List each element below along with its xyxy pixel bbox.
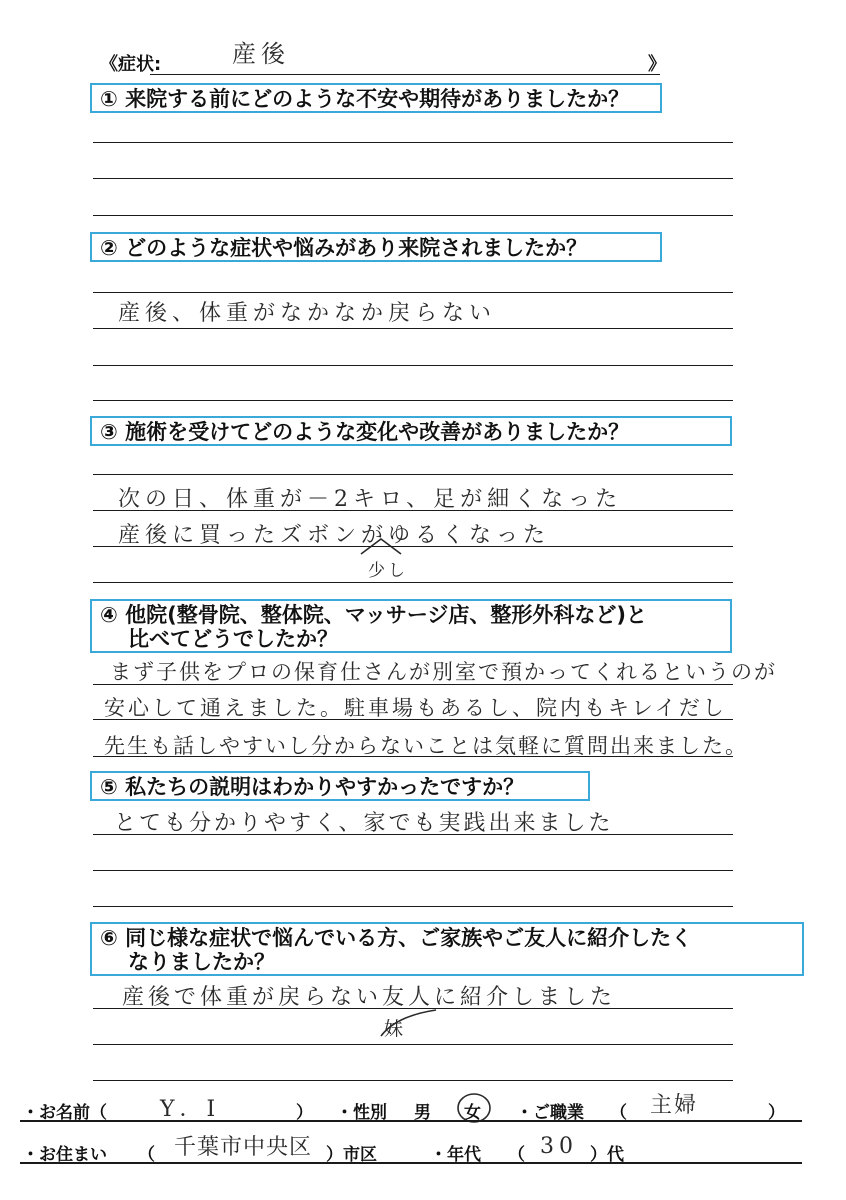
question-text: 同じ様な症状で悩んでいる方、ご家族やご友人に紹介したく bbox=[125, 926, 693, 950]
answer-line bbox=[93, 215, 733, 216]
question-text: 他院(整骨院、整体院、マッサージ店、整形外科など)と bbox=[125, 603, 648, 627]
question-text: 来院する前にどのような不安や期待がありましたか？ bbox=[125, 87, 630, 111]
answer-line bbox=[93, 870, 733, 871]
answer-line bbox=[93, 684, 733, 685]
question-box-1 bbox=[90, 83, 662, 113]
answer-q6-insert: 妹 bbox=[384, 1018, 409, 1040]
question-box-6 bbox=[90, 922, 804, 976]
answer-line bbox=[93, 719, 733, 720]
gender-label: ・性別 bbox=[336, 1103, 387, 1123]
answer-line bbox=[93, 546, 733, 547]
address-close: ）市区 bbox=[326, 1145, 377, 1165]
answer-q3-insert: 少し bbox=[368, 561, 408, 581]
address-open: （ bbox=[138, 1145, 155, 1165]
question-number: ⑥ bbox=[100, 926, 118, 950]
age-label: ・年代 bbox=[430, 1145, 481, 1165]
answer-q6-line1: 産後で体重が戻らない友人に紹介しました bbox=[122, 985, 617, 1010]
question-box-3 bbox=[90, 416, 732, 446]
question-number: ② bbox=[100, 236, 118, 260]
symptom-label: 《症状: bbox=[100, 54, 162, 75]
age-close: ）代 bbox=[590, 1145, 624, 1165]
answer-line bbox=[93, 1044, 733, 1045]
age-value: 30 bbox=[540, 1134, 578, 1159]
answer-q3-line1: 次の日、体重が－2キロ、足が細くなった bbox=[118, 487, 623, 512]
question-number: ⑤ bbox=[100, 775, 118, 799]
name-value: Y．I bbox=[160, 1097, 221, 1122]
age-open: （ bbox=[508, 1145, 525, 1165]
answer-q4-line2: 安心して通えました。駐車場もあるし、院内もキレイだし bbox=[104, 696, 727, 720]
symptom-value: 産後 bbox=[232, 40, 290, 68]
address-value: 千葉市中央区 bbox=[174, 1135, 313, 1160]
question-number: ③ bbox=[100, 420, 118, 444]
question-box-4 bbox=[90, 599, 732, 653]
answer-line bbox=[93, 1080, 733, 1081]
symptom-underline bbox=[150, 74, 660, 75]
job-close: ） bbox=[768, 1103, 785, 1123]
question-text: 施術を受けてどのような変化や改善がありましたか？ bbox=[125, 420, 630, 444]
question-number: ① bbox=[100, 87, 118, 111]
symptom-close-bracket: 》 bbox=[648, 54, 666, 75]
answer-q5-line1: とても分かりやすく、家でも実践出来ました bbox=[114, 811, 614, 836]
gender-female: 女 bbox=[464, 1103, 481, 1123]
answer-line bbox=[93, 400, 733, 401]
answer-line bbox=[93, 365, 733, 366]
answer-q3-line2: 産後に買ったズボンがゆるくなった bbox=[118, 523, 551, 548]
answer-line bbox=[93, 292, 733, 293]
answer-line bbox=[93, 142, 733, 143]
answer-q4-line1: まず子供をプロの保育仕さんが別室で預かってくれるというのが bbox=[110, 660, 777, 684]
name-close: ） bbox=[296, 1103, 313, 1123]
job-value: 主婦 bbox=[650, 1093, 699, 1118]
question-text-line2: なりましたか？ bbox=[128, 950, 275, 974]
answer-line bbox=[93, 474, 733, 475]
answer-line bbox=[93, 510, 733, 511]
answer-q2-line1: 産後、体重がなかなか戻らない bbox=[118, 301, 497, 326]
question-text: 私たちの説明はわかりやすかったですか？ bbox=[125, 775, 525, 799]
question-box-5 bbox=[90, 771, 590, 801]
question-text: どのような症状や悩みがあり来院されましたか？ bbox=[125, 236, 588, 260]
gender-male: 男 bbox=[414, 1103, 431, 1123]
question-text-line2: 比べてどうでしたか？ bbox=[128, 627, 338, 651]
answer-line bbox=[93, 756, 733, 757]
footer-underline bbox=[20, 1162, 802, 1164]
question-number: ④ bbox=[100, 603, 118, 627]
answer-line bbox=[93, 582, 733, 583]
answer-line bbox=[93, 906, 733, 907]
name-label: ・お名前（ bbox=[22, 1103, 107, 1123]
job-open: （ bbox=[610, 1103, 627, 1123]
footer-underline bbox=[20, 1120, 802, 1122]
question-box-2 bbox=[90, 232, 662, 262]
answer-line bbox=[93, 178, 733, 179]
answer-line bbox=[93, 834, 733, 835]
answer-line bbox=[93, 328, 733, 329]
answer-q4-line3: 先生も話しやすいし分からないことは気軽に質問出来ました。 bbox=[104, 734, 748, 758]
job-label: ・ご職業 bbox=[516, 1103, 584, 1123]
address-label: ・お住まい bbox=[22, 1145, 107, 1165]
